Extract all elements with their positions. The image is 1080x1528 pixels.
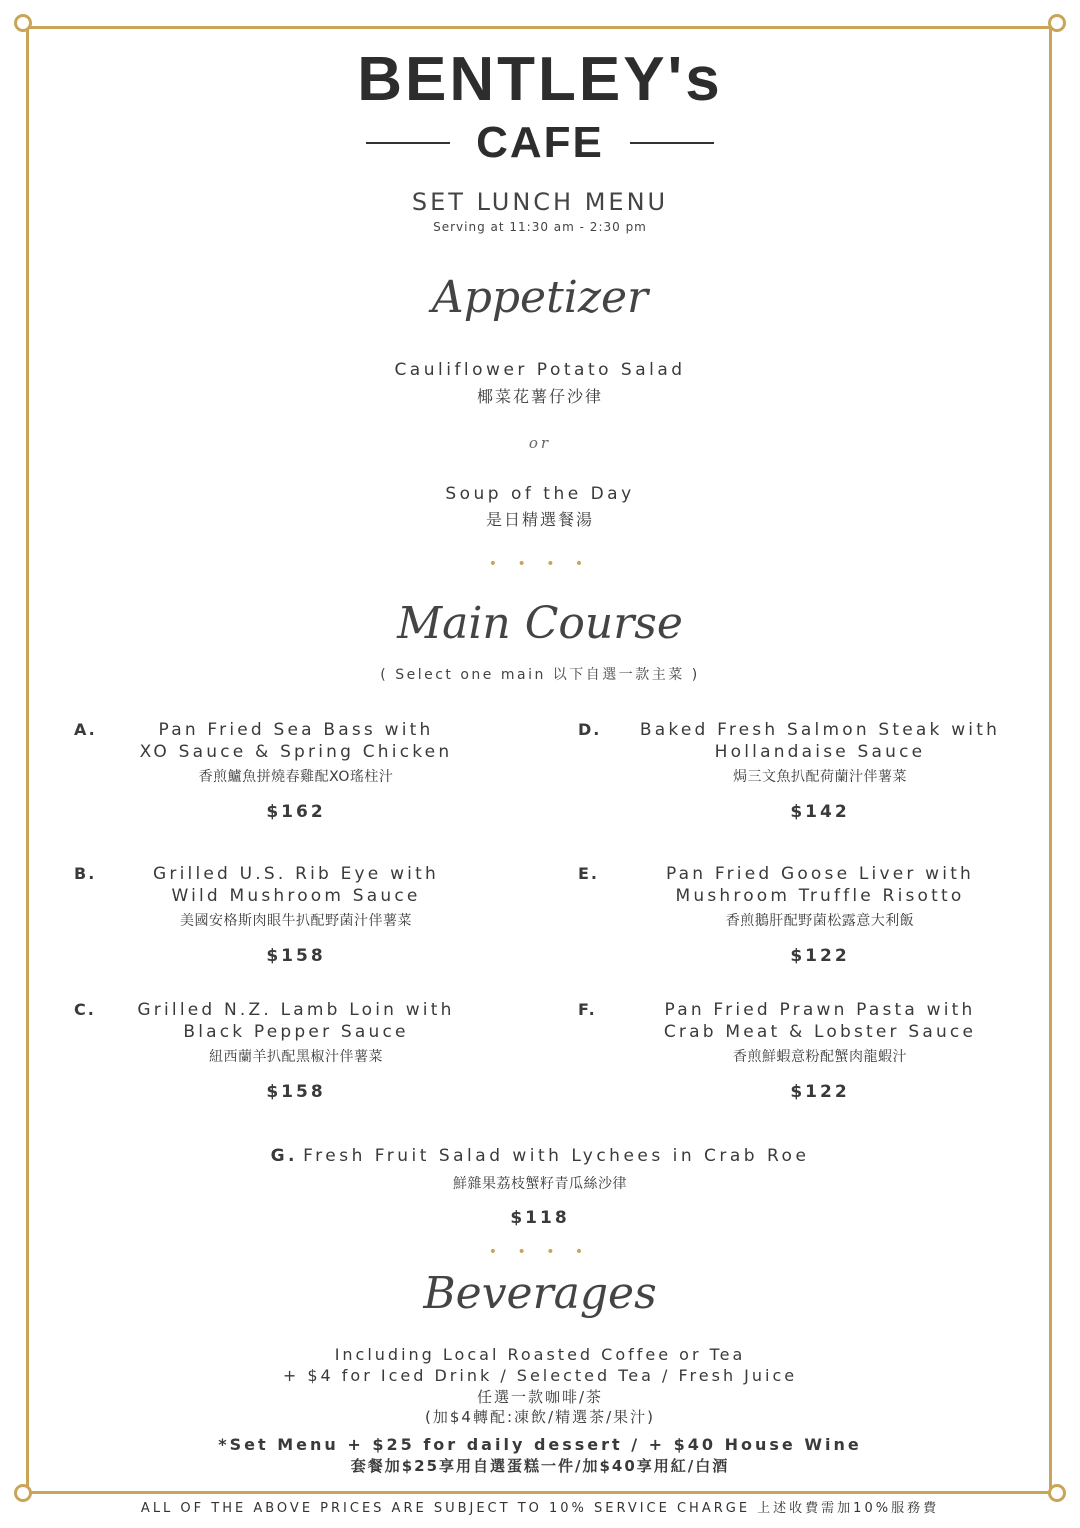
beverages-heading: Beverages	[423, 1268, 657, 1319]
item-letter: C.	[74, 1000, 96, 1019]
menu-item-c	[116, 999, 476, 1102]
beverage-cn-2: (加$4轉配:凍飲/精選茶/果汁)	[425, 1408, 655, 1426]
set-menu-addon-cn: 套餐加$25享用自選蛋糕一件/加$40享用紅/白酒	[350, 1457, 730, 1475]
appetizer-heading: Appetizer	[431, 272, 649, 323]
divider-left	[366, 142, 450, 144]
menu-item-b	[116, 863, 476, 966]
item-name-line2: Crab Meat & Lobster Sauce	[663, 1022, 977, 1042]
item-name-line1: Fresh Fruit Salad with Lychees in Crab Roe	[303, 1146, 810, 1166]
menu-title: SET LUNCH MENU	[411, 188, 669, 216]
main-course-heading: Main Course	[397, 598, 683, 649]
item-price: $122	[790, 1082, 850, 1102]
gold-dots-divider: • • • •	[488, 1244, 592, 1260]
item-name-line2: XO Sauce & Spring Chicken	[139, 742, 453, 762]
item-name-line1: Grilled U.S. Rib Eye with	[153, 864, 439, 884]
item-name-cn: 紐西蘭羊扒配黑椒汁伴薯菜	[209, 1049, 383, 1065]
corner-ornament-top-right	[1048, 14, 1066, 32]
menu-item-e	[628, 863, 1012, 966]
appetizer-option-1-cn: 椰菜花薯仔沙律	[476, 387, 603, 406]
item-name-line2: Black Pepper Sauce	[183, 1022, 409, 1042]
or-separator: or	[528, 434, 552, 452]
item-name-cn: 香煎鵝肝配野菌松露意大利飯	[725, 913, 915, 929]
item-letter: E.	[578, 864, 600, 883]
menu-item-a	[116, 719, 476, 822]
item-name-line1: Grilled N.Z. Lamb Loin with	[137, 1000, 455, 1020]
item-name-cn: 香煎鱸魚拼燒春雞配XO瑤柱汁	[198, 769, 394, 785]
beverage-line-1: Including Local Roasted Coffee or Tea	[334, 1345, 746, 1364]
item-letter: D.	[578, 720, 602, 739]
select-instruction: ( Select one main 以下自選一款主菜 )	[380, 667, 700, 683]
item-price: $142	[790, 802, 850, 822]
item-price: $158	[266, 1082, 326, 1102]
brand-title: BENTLEY's	[357, 45, 723, 114]
item-name-line2: Hollandaise Sauce	[714, 742, 926, 762]
item-name-cn: 香煎鮮蝦意粉配蟹肉龍蝦汁	[733, 1049, 907, 1065]
item-g-price: $118	[510, 1208, 570, 1228]
item-letter: F.	[578, 1000, 597, 1019]
item-price: $162	[266, 802, 326, 822]
serving-hours: Serving at 11:30 am - 2:30 pm	[433, 220, 647, 234]
appetizer-option-2-cn: 是日精選餐湯	[485, 510, 594, 529]
menu-item-d	[628, 719, 1012, 822]
item-name-line1: Pan Fried Prawn Pasta with	[664, 1000, 976, 1020]
item-name-line1: Pan Fried Goose Liver with	[665, 864, 975, 884]
cafe-title: CAFE	[476, 118, 604, 167]
item-name-line2: Mushroom Truffle Risotto	[675, 886, 965, 906]
item-price: $158	[266, 946, 326, 966]
item-name-cn: 美國安格斯肉眼牛扒配野菌汁伴薯菜	[180, 913, 412, 929]
gold-dots-divider: • • • •	[488, 556, 592, 572]
appetizer-option-2: Soup of the Day	[445, 484, 635, 504]
item-letter: A.	[74, 720, 97, 739]
item-name-cn: 焗三文魚扒配荷蘭汁伴薯菜	[733, 769, 907, 785]
item-g-cn: 鮮雜果荔枝蟹籽青瓜絲沙律	[453, 1176, 627, 1192]
set-menu-addon: *Set Menu + $25 for daily dessert / + $40 House Wine	[218, 1435, 862, 1454]
item-price: $122	[790, 946, 850, 966]
menu-item-g	[0, 1146, 1080, 1166]
beverage-line-2: + $4 for Iced Drink / Selected Tea / Fresh Juice	[282, 1366, 798, 1385]
corner-ornament-top-left	[14, 14, 32, 32]
divider-right	[630, 142, 714, 144]
item-letter: G.	[270, 1146, 298, 1166]
item-letter: B.	[74, 864, 97, 883]
cafe-row	[0, 118, 1080, 168]
beverage-cn-1: 任選一款咖啡/茶	[476, 1388, 604, 1406]
appetizer-option-1: Cauliflower Potato Salad	[394, 360, 686, 380]
service-charge-note: ALL OF THE ABOVE PRICES ARE SUBJECT TO 10% SERVICE CHARGE 上述收費需加10%服務費	[140, 1501, 940, 1516]
item-name-line2: Wild Mushroom Sauce	[171, 886, 421, 906]
item-name-line1: Baked Fresh Salmon Steak with	[639, 720, 1001, 740]
menu-item-f	[628, 999, 1012, 1102]
item-name-line1: Pan Fried Sea Bass with	[158, 720, 434, 740]
